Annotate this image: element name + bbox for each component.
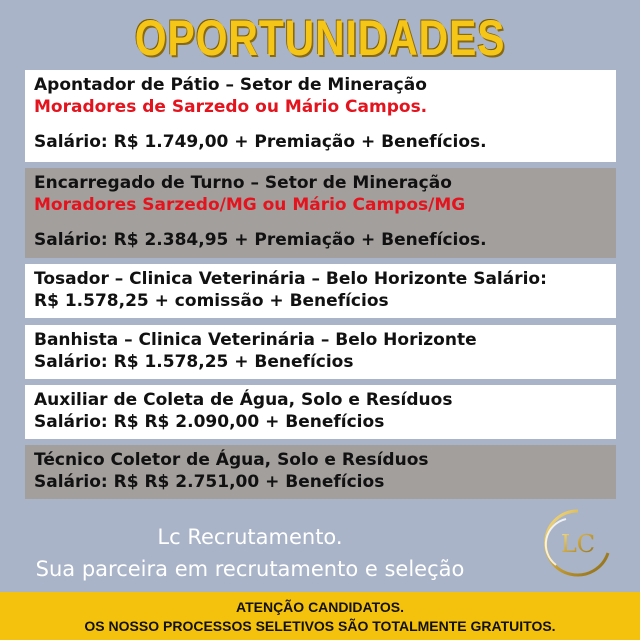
- job-salary: Salário: R$ 2.384,95 + Premiação + Benefícios.: [34, 230, 487, 250]
- job-card-auxiliar-coleta: [25, 385, 616, 439]
- job-salary: R$ 1.578,25 + comissão + Benefícios: [34, 291, 389, 311]
- logo-letters: LC: [560, 530, 596, 558]
- job-card-banhista: [25, 325, 616, 379]
- job-title: Técnico Coletor de Água, Solo e Resíduos: [34, 450, 429, 470]
- job-title: Tosador – Clinica Veterinária – Belo Horizonte Salário:: [34, 269, 547, 289]
- job-salary: Salário: R$ R$ 2.751,00 + Benefícios: [34, 472, 385, 492]
- job-location: Moradores de Sarzedo ou Mário Campos.: [34, 97, 428, 117]
- job-card-encarregado: [25, 168, 616, 258]
- job-card-apontador: [25, 70, 616, 162]
- job-title: Auxiliar de Coleta de Água, Solo e Resíduos: [34, 390, 453, 410]
- notice-banner: [0, 592, 640, 640]
- job-title: Apontador de Pátio – Setor de Mineração: [34, 75, 427, 95]
- job-title: Banhista – Clinica Veterinária – Belo Horizonte: [34, 330, 477, 350]
- job-card-tecnico-coletor: [25, 445, 616, 499]
- job-title: Encarregado de Turno – Setor de Mineração: [34, 173, 452, 193]
- company-logo: [538, 505, 618, 585]
- job-location: Moradores Sarzedo/MG ou Mário Campos/MG: [34, 195, 466, 215]
- notice-line-1: ATENÇÃO CANDIDATOS.: [236, 599, 404, 615]
- page-title: OPORTUNIDADES: [134, 10, 506, 66]
- company-name: Lc Recrutamento.: [157, 525, 343, 549]
- job-salary: Salário: R$ R$ 2.090,00 + Benefícios: [34, 412, 385, 432]
- company-tagline: Sua parceira em recrutamento e seleção: [35, 557, 465, 581]
- job-salary: Salário: R$ 1.749,00 + Premiação + Benefícios.: [34, 132, 487, 152]
- job-salary: Salário: R$ 1.578,25 + Benefícios: [34, 352, 354, 372]
- notice-line-2: OS NOSSO PROCESSOS SELETIVOS SÃO TOTALMENTE GRATUITOS.: [84, 618, 556, 634]
- job-card-tosador: [25, 264, 616, 318]
